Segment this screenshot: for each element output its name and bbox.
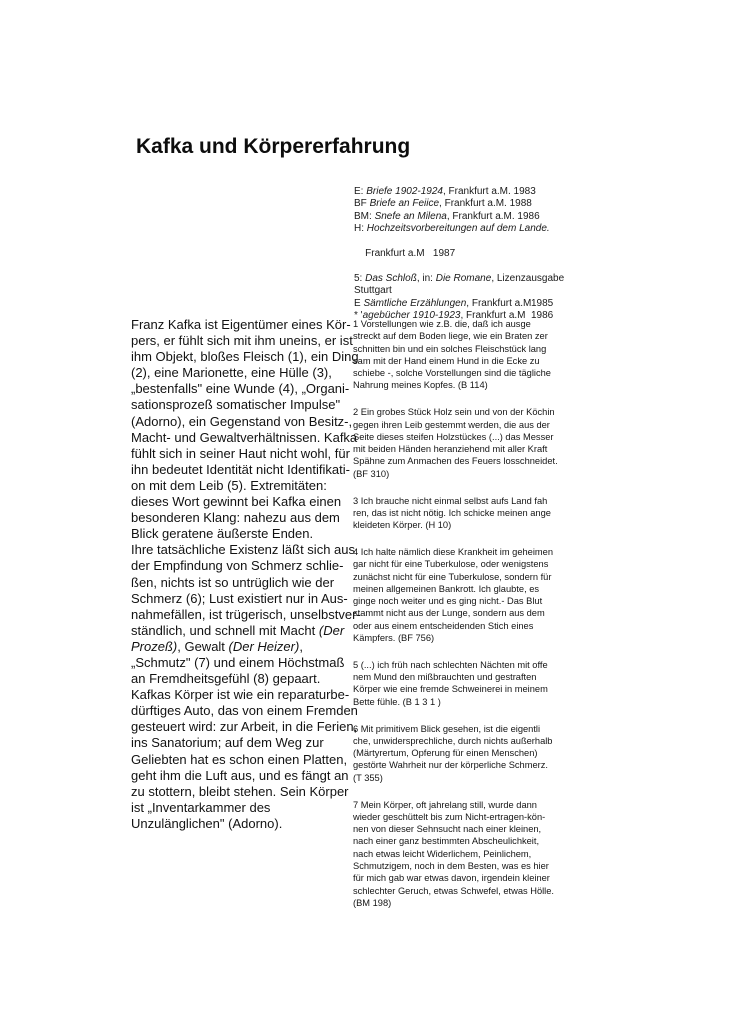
text-line: an Fremdheitsgefühl (8) gepaart. [131, 671, 321, 687]
footnote-line: 7 Mein Körper, oft jahrelang still, wurde dann [353, 799, 537, 810]
source-details: Frankfurt a.M 1987 [365, 248, 456, 260]
source-abbr: BF [354, 198, 367, 210]
footnote-line: meinen allgemeinen Bankrott. Ich glaubte, es [353, 583, 540, 594]
footnote-line: mit beiden Händen heranziehend mit aller Kraft [353, 444, 548, 455]
source-title: Die Romane [435, 272, 492, 284]
source-details: , in: [416, 272, 436, 284]
text-line: dürftiges Auto, das von einem Fremden [131, 703, 358, 719]
footnote-line: Nahrung meines Kopfes. (B 114) [353, 380, 488, 391]
text-fragment: ständlich, und schnell mit Macht [131, 622, 319, 638]
text-line: Macht- und Gewaltverhältnissen. Kafka [131, 429, 358, 445]
footnote-4 [353, 546, 565, 644]
footnote-line: Seite dieses steifen Holzstückes (...) das Messer [353, 431, 554, 442]
text-fragment: , [299, 638, 303, 654]
source-abbr: 5: [354, 272, 363, 284]
footnote-2 [353, 406, 565, 480]
source-details: , Frankfurt a.M. 1983 [442, 186, 536, 197]
source-details: , Frankfurt a.M. 1988 [439, 198, 532, 210]
text-line: pers, er fühlt sich mit ihm uneins, er ist [131, 333, 353, 349]
footnote-line: Spähne zum Anmachen des Feuers losschneidet. [353, 456, 558, 467]
text-line: geht ihm die Luft aus, und es fängt an [131, 767, 349, 783]
footnote-line: (BF 310) [353, 468, 390, 479]
text-line: der Empfindung von Schmerz schlie- [131, 558, 344, 574]
footnote-line: oder aus einem entscheidenden Stich eines [353, 620, 534, 631]
text-line: ist „Inventarkammer des [131, 799, 271, 815]
work-title: (Der Heizer) [228, 638, 300, 654]
footnote-line: 4 Ich halte nämlich diese Krankheit im geheimen [353, 546, 553, 557]
source-abbr: E: [354, 186, 364, 197]
text-line: zu stottern, bleibt stehen. Sein Körper [131, 783, 349, 799]
text-line: Schmerz (6); Lust existiert nur in Aus- [131, 590, 348, 606]
footnote-5 [353, 659, 565, 708]
footnote-line: 2 Ein grobes Stück Holz sein und von der Köchin [353, 407, 555, 418]
source-abbr: BM: [354, 210, 372, 222]
footnote-line: ginge noch weiter und es ging nicht.- Das Blut [353, 596, 543, 607]
text-line: (Adorno), ein Gegenstand von Besitz-, [131, 413, 353, 429]
footnote-line: nach etwas leicht Widerlichem, Peinlichem, [353, 848, 532, 859]
footnotes-column [353, 318, 565, 909]
footnote-line: gar nicht für eine Tuberkulose, oder wenigstens [353, 559, 549, 570]
text-line: (2), eine Marionette, eine Hülle (3), [131, 365, 332, 381]
text-line: dieses Wort gewinnt bei Kafka einen [131, 494, 342, 510]
text-line: ihm Objekt, bloßes Fleisch (1), ein Ding [131, 349, 359, 365]
source-abbr: * ' [354, 310, 363, 322]
source-entry [354, 198, 564, 210]
source-title: Briefe an Feiice [369, 198, 440, 210]
text-line: „bestenfalls" eine Wunde (4), „Organi- [131, 381, 350, 397]
footnote-line: 1 Vorstellungen wie z.B. die, daß ich ausge [353, 319, 531, 329]
source-entry [354, 211, 564, 223]
footnote-line: Kämpfers. (BF 756) [353, 633, 435, 644]
footnote-line: Körper wie eine fremde Schweinerei in meinem [353, 684, 548, 695]
source-entry [354, 223, 564, 235]
footnote-line: wieder geschüttelt bis zum Nicht-ertragen-kön- [353, 811, 546, 822]
footnote-line: gegen ihren Leib gestemmt werden, die aus der [353, 419, 550, 430]
text-line: Geliebten hat es schon einen Platten, [131, 751, 348, 767]
source-abbr: E [354, 297, 361, 309]
source-entry-continuation [354, 285, 564, 297]
footnote-line: sam mit der Hand einem Hund in die Ecke zu [353, 355, 540, 366]
footnote-line: 6 Mit primitivem Blick gesehen, ist die eigentli [353, 723, 541, 734]
text-line: „Schmutz" (7) und einem Höchstmaß [131, 654, 345, 670]
footnote-line: che, unwidersprechliche, durch nichts außerhalb [353, 735, 553, 746]
footnote-line: ren, das ist nicht nötig. Ich schicke meinen ange [353, 507, 551, 518]
source-details: , Frankfurt a.M. 1986 [446, 210, 540, 222]
text-line: Franz Kafka ist Eigentümer eines Kör- [131, 317, 351, 332]
footnote-line: für mich gab war etwas davon, irgendein kleiner [353, 873, 550, 884]
main-essay-text [131, 317, 361, 832]
text-line: sationsprozeß somatischer Impulse" [131, 397, 341, 413]
source-details: , Frankfurt a.M [466, 297, 532, 309]
source-entry-continuation [354, 236, 564, 273]
source-entry [354, 186, 564, 198]
text-line: ins Sanatorium; auf dem Weg zur [131, 735, 324, 751]
text-line: Unzulänglichen" (Adorno). [131, 815, 283, 831]
text-line: besonderen Klang: nahezu aus dem [131, 510, 340, 526]
text-line: Ihre tatsächliche Existenz läßt sich aus [131, 542, 355, 558]
source-details: Stuttgart [354, 285, 392, 297]
footnote-line: schnitten bin und ein solches Fleischstück lang [353, 343, 547, 354]
source-year: 1985 [531, 297, 554, 309]
work-title: Prozeß) [131, 638, 178, 654]
footnote-line: (Märtyrertum, Opferung für einen Menschen) [353, 748, 538, 759]
footnote-1 [353, 318, 565, 392]
footnote-line: nen von dieser Sehnsucht nach einer kleinen, [353, 824, 542, 835]
footnote-line: 5 (...) ich früh nach schlechten Nächten mit offe [353, 659, 548, 670]
text-line: on mit dem Leib (5). Extremitäten: [131, 477, 327, 493]
text-line: Blick geratene äußerste Enden. [131, 526, 314, 542]
source-year: 1986 [531, 310, 554, 322]
source-title: Sämtliche Erzählungen [363, 297, 467, 309]
footnote-line: streckt auf dem Boden liege, wie ein Braten zer [353, 331, 548, 342]
footnote-line: gestörte Wahrheit nur der körperliche Schmerz. [353, 760, 548, 771]
source-details: , Frankfurt a.M [460, 310, 526, 322]
text-line: ßen, nichts ist so untrüglich wie der [131, 574, 335, 590]
footnote-line: (BM 198) [353, 897, 392, 908]
source-entry [354, 273, 564, 285]
source-title: Snefe an Milena [374, 210, 447, 222]
work-title: (Der [318, 622, 345, 638]
text-line: fühlt sich in seiner Haut nicht wohl, für [131, 445, 350, 461]
footnote-line: kleideten Körper. (H 10) [353, 520, 452, 531]
footnote-line: stammt nicht aus der Lunge, sondern aus dem [353, 608, 545, 619]
text-line: gesteuert wird: zur Arbeit, in die Ferien, [131, 719, 358, 735]
footnote-3 [353, 495, 565, 532]
text-fragment: , Gewalt [177, 638, 229, 654]
text-line: nahmefällen, ist trügerisch, unselbstver- [131, 606, 361, 622]
text-line [131, 623, 343, 639]
footnote-line: schlechter Geruch, etwas Schwefel, etwas Hölle. [353, 885, 555, 896]
text-line [131, 639, 343, 655]
footnote-line: nem Mund den mißbrauchten und gestraften [353, 672, 537, 683]
footnote-line: Schmutzigem, noch in dem Besten, was es hier [353, 860, 549, 871]
source-details: , Lizenzausgabe [491, 272, 565, 284]
source-title: Hochzeitsvorbereitungen auf dem Lande. [366, 223, 550, 235]
source-title: Das Schloß [365, 272, 417, 284]
page-title: Kafka und Körpererfahrung [136, 135, 411, 159]
source-abbreviations-list [354, 186, 564, 322]
source-abbr: H: [354, 223, 364, 235]
footnote-line: schiebe -, solche Vorstellungen sind die tägliche [353, 368, 551, 379]
footnote-7 [353, 799, 565, 910]
footnote-line: (T 355) [353, 772, 383, 783]
footnote-line: Bette fühle. (B 1 3 1 ) [353, 696, 441, 707]
source-title: Briefe 1902-1924 [366, 186, 443, 197]
text-line: ihn bedeutet Identität nicht Identifikati- [131, 461, 350, 477]
source-title: agebücher 1910-1923 [362, 310, 461, 322]
source-entry [354, 298, 564, 310]
footnote-line: nach einer ganz bestimmten Abscheulichkeit, [353, 836, 540, 847]
footnote-6 [353, 723, 565, 784]
footnote-line: 3 Ich brauche nicht einmal selbst aufs Land fah [353, 495, 548, 506]
footnote-line: zunächst nicht für eine Tuberkulose, sondern für [353, 571, 552, 582]
text-line: Kafkas Körper ist wie ein reparaturbe- [131, 687, 350, 703]
